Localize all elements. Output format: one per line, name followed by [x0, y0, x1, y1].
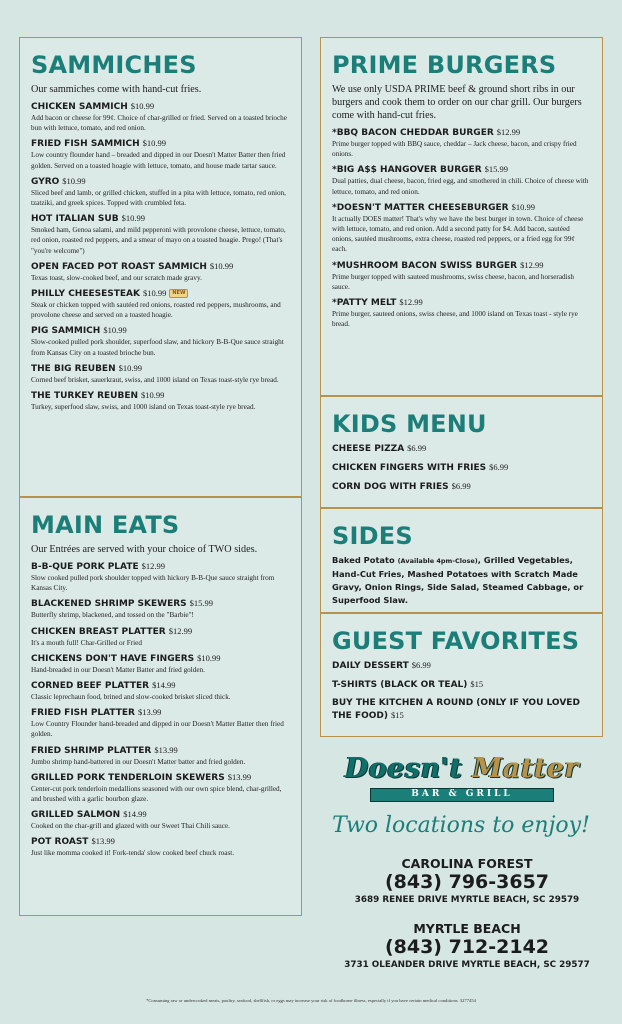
location-address: 3731 OLEANDER DRIVE MYRTLE BEACH, SC 29577: [344, 960, 590, 970]
prime-burgers-intro: We use only USDA PRIME beef & ground short ribs in our burgers and cook them to order on our char grill. Our burgers come with hand-cut fries.: [332, 84, 582, 121]
menu-item: [332, 201, 591, 255]
item-name: [31, 175, 290, 188]
item-description: Just like momma cooked it! Fork-tenda' slow cooked beef chuck roast.: [31, 849, 235, 858]
item-title: *BIG A$$ HANGOVER BURGER: [332, 165, 482, 176]
guest-favorites-list: [332, 659, 591, 722]
prime-burgers-list: [332, 126, 591, 329]
menu-item: [332, 659, 591, 672]
location-name: CAROLINA FOREST: [401, 856, 533, 871]
menu-item: [332, 461, 591, 474]
item-price: $14.99: [123, 809, 147, 820]
menu-item: [31, 679, 290, 702]
item-title: OPEN FACED POT ROAST SAMMICH: [31, 261, 207, 272]
item-price: $10.99: [209, 260, 234, 271]
item-title: FRIED FISH SAMMICH: [31, 139, 140, 150]
item-title: CORNED BEEF PLATTER: [31, 681, 150, 692]
item-price: $13.99: [227, 771, 252, 782]
menu-item: [31, 625, 290, 648]
item-description: Prime burger, sauteed onions, swiss cheese, and 1000 island on Texas toast - style rye bread.: [332, 310, 578, 329]
tagline: Two locations to enjoy!: [332, 813, 590, 838]
item-description: Slow-cooked pulled pork shoulder, superfood slaw, and hickory B-B-Que sauce straight from Kansas City on a toasted brioche bun.: [31, 338, 284, 357]
item-title: POT ROAST: [31, 837, 89, 848]
item-price: $13.99: [91, 836, 115, 847]
location-carolina-forest: [322, 856, 612, 906]
item-name: [332, 442, 591, 455]
sides-panel: [320, 508, 603, 613]
item-price: $13.99: [137, 707, 162, 718]
item-name: [332, 201, 591, 214]
main-eats-title: MAIN EATS: [31, 511, 180, 539]
menu-item: [31, 362, 290, 385]
item-description: Butterfly shrimp, blackened, and tossed on the "Barbie"!: [31, 611, 194, 620]
item-price: $15.99: [484, 164, 508, 175]
item-price: $12.99: [496, 127, 521, 137]
item-name: [31, 389, 290, 402]
item-price: $12.99: [520, 259, 544, 270]
sides-rest: , Grilled Vegetables, Hand-Cut Fries, Mashed Potatoes with Scratch Made Gravy, Onion Rings, Side Salad, Steamed Cabbage, or Superfood Slaw.: [332, 555, 584, 605]
item-price: $15: [470, 679, 484, 689]
item-name: [31, 835, 290, 848]
sammiches-title: SAMMICHES: [31, 51, 197, 79]
guest-favorites-panel: [320, 613, 603, 737]
location-address: 3689 RENEE DRIVE MYRTLE BEACH, SC 29579: [354, 895, 580, 905]
item-price: $13.99: [154, 744, 178, 755]
menu-item: [31, 175, 290, 208]
item-description: Add bacon or cheese for 99¢. Choice of char-grilled or fried. Served on a toasted brioche bun with lettuce, tomato, and red onion.: [31, 114, 287, 133]
item-title: CHEESE PIZZA: [332, 444, 405, 454]
main-eats-panel: [19, 497, 302, 916]
sammiches-panel: [19, 37, 302, 497]
item-name: [332, 678, 591, 691]
item-title: PHILLY CHEESESTEAK: [31, 289, 140, 300]
item-price: $15.99: [189, 598, 214, 609]
item-price: $10.99: [511, 201, 535, 212]
menu-item: [31, 835, 290, 858]
item-name: [31, 679, 290, 692]
item-name: [31, 260, 290, 273]
item-name: [332, 259, 591, 272]
item-name: [332, 480, 591, 493]
menu-item: [332, 259, 591, 292]
item-price: $10.99: [62, 175, 86, 186]
menu-item: [31, 260, 290, 283]
location-phone[interactable]: (843) 712-2142: [384, 936, 550, 958]
item-description: Turkey, superfood slaw, swiss, and 1000 island on Texas toast-style rye bread.: [31, 403, 256, 412]
item-title: CHICKENS DON'T HAVE FINGERS: [31, 653, 195, 664]
menu-item: [31, 808, 290, 831]
item-title: THE TURKEY REUBEN: [31, 391, 139, 402]
menu-item: [31, 597, 290, 620]
item-price: $12.99: [141, 561, 165, 571]
menu-item: [31, 771, 290, 804]
item-description: Cooked on the char-grill and glazed with our Sweet Thai Chili sauce.: [31, 822, 230, 831]
menu-item: [332, 126, 591, 159]
item-title: CHICKEN FINGERS WITH FRIES: [332, 463, 487, 473]
kids-menu-panel: [320, 396, 603, 508]
menu-item: [31, 560, 290, 593]
item-price: $10.99: [141, 390, 165, 401]
item-title: *PATTY MELT: [332, 298, 397, 309]
menu-item: [31, 324, 290, 357]
menu-item: [31, 100, 290, 133]
item-description: Sliced beef and lamb, or grilled chicken, stuffed in a pita with lettuce, tomato, red onion, tzatziki, and greek spices. Topped with crumbled feta.: [31, 188, 286, 208]
item-title: BLACKENED SHRIMP SKEWERS: [31, 599, 187, 610]
sammiches-list: [31, 100, 290, 412]
item-price: $12.99: [168, 625, 193, 636]
item-price: $10.99: [142, 138, 167, 149]
menu-item: [31, 389, 290, 412]
item-name: [31, 808, 290, 821]
item-title: PIG SAMMICH: [31, 326, 101, 337]
brand-name: [331, 752, 593, 786]
main-eats-list: [31, 560, 290, 859]
menu-item: [332, 480, 591, 493]
item-name: [31, 625, 290, 638]
item-title: T-SHIRTS (BLACK OR TEAL): [332, 680, 468, 690]
menu-item: [31, 744, 290, 767]
item-description: Texas toast, slow-cooked beef, and our scratch made gravy.: [31, 273, 202, 282]
item-name: [332, 296, 591, 309]
item-name: [31, 706, 290, 719]
kids-menu-title: KIDS MENU: [332, 410, 487, 438]
item-price: $10.99: [130, 101, 155, 111]
location-phone[interactable]: (843) 796-3657: [384, 871, 550, 893]
item-name: [31, 324, 290, 337]
item-price: $10.99: [103, 325, 127, 336]
item-description: Center-cut pork tenderloin medallions seasoned with our own spice blend, char-grilled, and brushed with a garlic bourbon glaze.: [31, 784, 282, 804]
main-eats-intro: Our Entrées are served with your choice of TWO sides.: [31, 544, 258, 555]
item-description: Slow cooked pulled pork shoulder topped with hickory B-B-Que sauce straight from Kansas City.: [31, 574, 275, 593]
item-description: Hand-breaded in our Doesn't Matter Batter and fried golden.: [31, 665, 205, 674]
item-title: *MUSHROOM BACON SWISS BURGER: [332, 260, 518, 271]
item-description: Corned beef brisket, sauerkraut, swiss, and 1000 island on Texas toast-style rye bread.: [31, 375, 279, 384]
item-price: $10.99: [118, 362, 142, 373]
item-price: $14.99: [152, 680, 176, 691]
item-title: GRILLED PORK TENDERLOIN SKEWERS: [31, 772, 225, 783]
footnote: *Consuming raw or undercooked meats, poultry, seafood, shellfish, or eggs may increase your risk of foodborne illness, especially if you have certain medical conditions. 3277454: [146, 998, 476, 1003]
menu-item: [332, 697, 591, 722]
item-name: [332, 697, 591, 722]
item-description: Prime burger topped with sauteed mushrooms, swiss cheese, bacon, and horseradish sauce.: [332, 272, 574, 291]
item-price: $6.99: [411, 660, 431, 670]
item-price: $6.99: [489, 462, 509, 472]
new-badge: NEW: [169, 289, 188, 298]
item-title: CORN DOG WITH FRIES: [332, 482, 449, 492]
item-description: Jumbo shrimp hand-battered in our Doesn't Matter batter and fried golden.: [31, 757, 246, 766]
item-price: $15: [391, 710, 404, 720]
item-name: [31, 652, 290, 665]
item-description: It's a mouth full! Char-Grilled or Fried: [31, 638, 142, 647]
item-price: $10.99: [197, 652, 221, 663]
menu-item: [31, 212, 290, 256]
item-description: Smoked ham, Genoa salami, and mild pepperoni with provolone cheese, lettuce, tomato, red onion, roasted red peppers, and a smear of mayo on a toasted hoagie. Prego! (That's "you're welcome"): [31, 226, 286, 255]
item-title: DAILY DESSERT: [332, 661, 409, 671]
brand-name-part1: Doesn't: [344, 753, 463, 784]
brand-name-part2: Matter: [472, 753, 580, 784]
item-title: *BBQ BACON CHEDDAR BURGER: [332, 128, 494, 138]
location-myrtle-beach: [322, 921, 612, 971]
item-description: Dual patties, dual cheese, bacon, fried egg, and smothered in chili. Choice of cheese with lettuce, tomato, and red onion.: [332, 177, 589, 196]
menu-item: [332, 442, 591, 455]
sammiches-intro: Our sammiches come with hand-cut fries.: [31, 84, 202, 95]
prime-burgers-panel: [320, 37, 603, 396]
item-title: GYRO: [31, 176, 60, 187]
item-title: B-B-QUE PORK PLATE: [31, 562, 139, 572]
item-title: CHICKEN SAMMICH: [31, 102, 128, 112]
location-name: MYRTLE BEACH: [413, 921, 521, 936]
brand-logo: [331, 752, 593, 807]
menu-item: [332, 163, 591, 196]
sides-first: Baked Potato: [332, 555, 395, 565]
item-description: Prime burger topped with BBQ sauce, cheddar – Jack cheese, bacon, and crispy fried onions.: [332, 140, 577, 159]
item-description: It actually DOES matter! That's why we have the best burger in town. Choice of cheese with lettuce, tomato, and red onion. Add a second patty for $4. Add bacon, sautéed onions, sautéed mushrooms, extra cheese, roasted red peppers, or a fried egg for 99¢ each.: [332, 214, 584, 254]
item-title: HOT ITALIAN SUB: [31, 214, 119, 225]
item-description: Low Country Flounder hand-breaded and dipped in our Doesn't Matter Batter then fried golden.: [31, 720, 284, 739]
menu-item: [31, 287, 290, 320]
menu-item: [332, 296, 591, 329]
prime-burgers-title: PRIME BURGERS: [332, 51, 557, 79]
item-description: Low country flounder hand – breaded and dipped in our Doesn't Matter Batter then fried golden. Served on a toasted hoagie with lettuce, tomato, and house made tartar sauce.: [31, 151, 286, 170]
item-name: [31, 744, 290, 757]
item-description: Classic leprechaun food, brined and slow-cooked brisket sliced thick.: [31, 693, 231, 702]
menu-item: [31, 706, 290, 739]
item-title: CHICKEN BREAST PLATTER: [31, 626, 166, 637]
item-name: [31, 771, 290, 784]
item-name: [332, 163, 591, 176]
item-name: [31, 362, 290, 375]
item-title: FRIED SHRIMP PLATTER: [31, 745, 152, 756]
item-price: $10.99: [142, 288, 167, 299]
brand-subtitle: BAR & GRILL: [370, 788, 554, 802]
item-name: [31, 597, 290, 610]
item-title: GRILLED SALMON: [31, 810, 121, 821]
item-title: FRIED FISH PLATTER: [31, 708, 135, 719]
item-name: [332, 461, 591, 474]
item-title: THE BIG REUBEN: [31, 363, 116, 374]
menu-item: [31, 652, 290, 675]
item-price: $12.99: [399, 297, 423, 308]
item-name: [31, 137, 290, 150]
kids-menu-list: [332, 442, 591, 493]
item-price: $10.99: [121, 213, 145, 224]
sides-list: [332, 554, 591, 607]
item-title: BUY THE KITCHEN A ROUND (ONLY IF YOU LOVED THE FOOD): [332, 698, 580, 721]
item-name: [332, 659, 591, 672]
item-name: [31, 212, 290, 225]
sides-first-note: (Available 4pm-Close): [397, 557, 478, 565]
item-description: Steak or chicken topped with sautéed red onions, roasted red peppers, mushrooms, and provolone cheese and served on a toasted hoagie.: [31, 301, 281, 320]
item-name: [31, 287, 290, 300]
menu-item: [31, 137, 290, 170]
menu-item: [332, 678, 591, 691]
item-price: $6.99: [407, 443, 427, 453]
guest-favorites-title: GUEST FAVORITES: [332, 627, 580, 655]
item-title: *DOESN'T MATTER CHEESEBURGER: [332, 202, 509, 213]
item-name: [31, 560, 290, 573]
sides-title: SIDES: [332, 522, 413, 550]
item-name: [31, 100, 290, 113]
item-price: $6.99: [451, 481, 471, 491]
item-name: [332, 126, 591, 139]
